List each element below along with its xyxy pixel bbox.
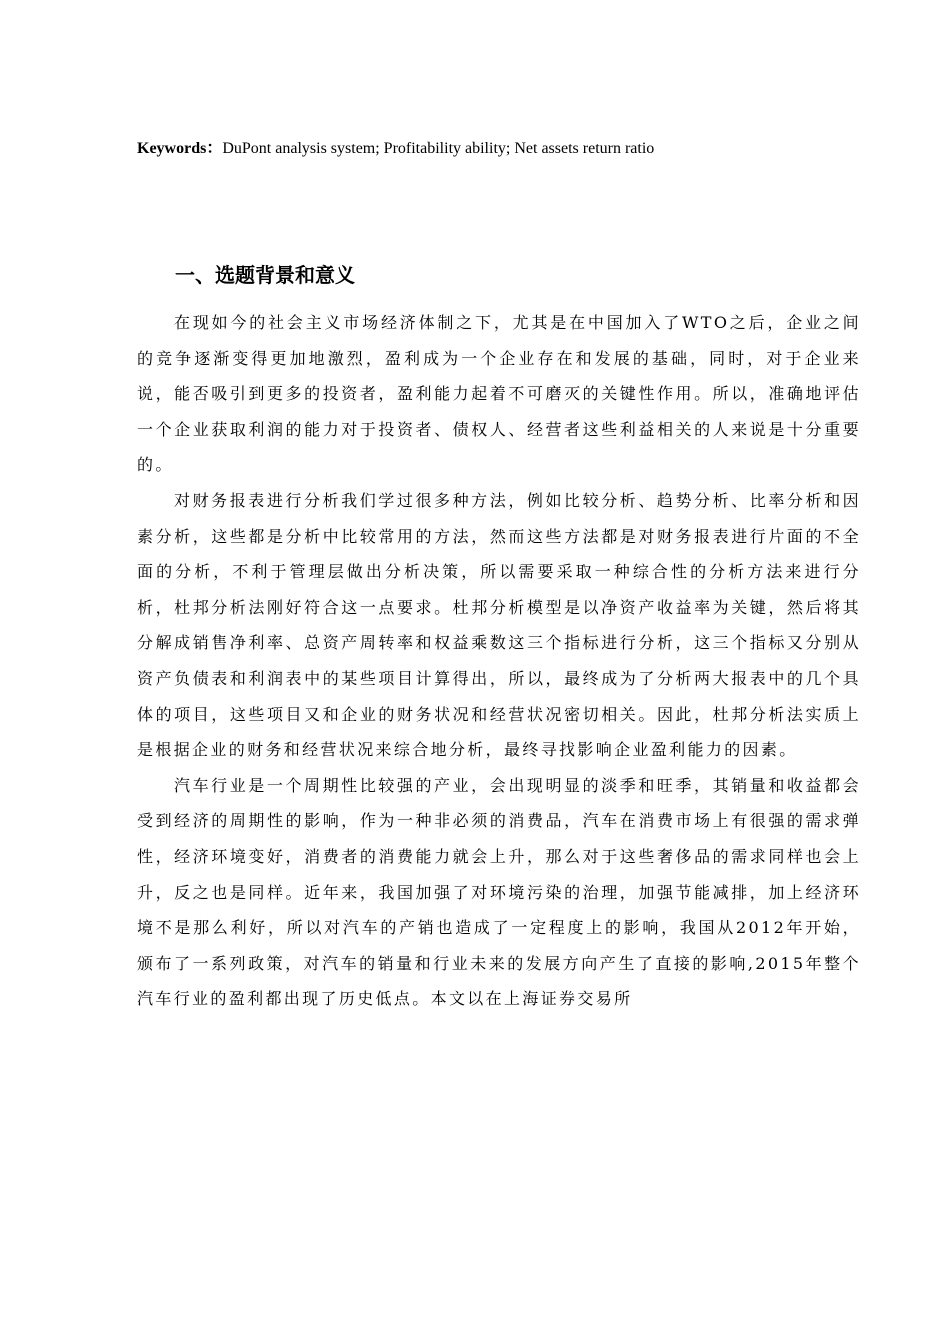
section-heading: 一、选题背景和意义 — [175, 263, 355, 287]
keywords-line — [137, 138, 654, 160]
paragraph: 汽车行业是一个周期性比较强的产业，会出现明显的淡季和旺季，其销量和收益都会受到经济的周期性的影响，作为一种非必须的消费品，汽车在消费市场上有很强的需求弹性，经济环境变好，消费者的消费能力就会上升，那么对于这些奢侈品的需求同样也会上升，反之也是同样。近年来，我国加强了对环境污染的治理，加强节能减排，加上经济环境不是那么利好，所以对汽车的产销也造成了一定程度上的影响，我国从2012年开始，颁布了一系列政策，对汽车的销量和行业未来的发展方向产生了直接的影响,2015年整个汽车行业的盈利都出现了历史低点。本文以在上海证券交易所 — [137, 775, 861, 1009]
paragraph: 对财务报表进行分析我们学过很多种方法，例如比较分析、趋势分析、比率分析和因素分析，这些都是分析中比较常用的方法，然而这些方法都是对财务报表进行片面的不全面的分析，不利于管理层做出分析决策，所以需要采取一种综合性的分析方法来进行分析，杜邦分析法刚好符合这一点要求。杜邦分析模型是以净资产收益率为关键，然后将其分解成销售净利率、总资产周转率和权益乘数这三个指标进行分析，这三个指标又分别从资产负债表和利润表中的某些项目计算得出，所以，最终成为了分析两大报表中的几个具体的项目，这些项目又和企业的财务状况和经营状况密切相关。因此，杜邦分析法实质上是根据企业的财务和经营状况来综合地分析，最终寻找影响企业盈利能力的因素。 — [137, 490, 861, 760]
keywords-text: DuPont analysis system; Profitability ability; Net assets return ratio — [222, 140, 655, 157]
paragraph: 在现如今的社会主义市场经济体制之下，尤其是在中国加入了WTO之后，企业之间的竞争逐渐变得更加地激烈，盈利成为一个企业存在和发展的基础，同时，对于企业来说，能否吸引到更多的投资者，盈利能力起着不可磨灭的关键性作用。所以，准确地评估一个企业获取利润的能力对于投资者、债权人、经营者这些利益相关的人来说是十分重要的。 — [137, 313, 861, 475]
body-text — [137, 305, 861, 1017]
keywords-label: Keywords： — [137, 140, 223, 157]
